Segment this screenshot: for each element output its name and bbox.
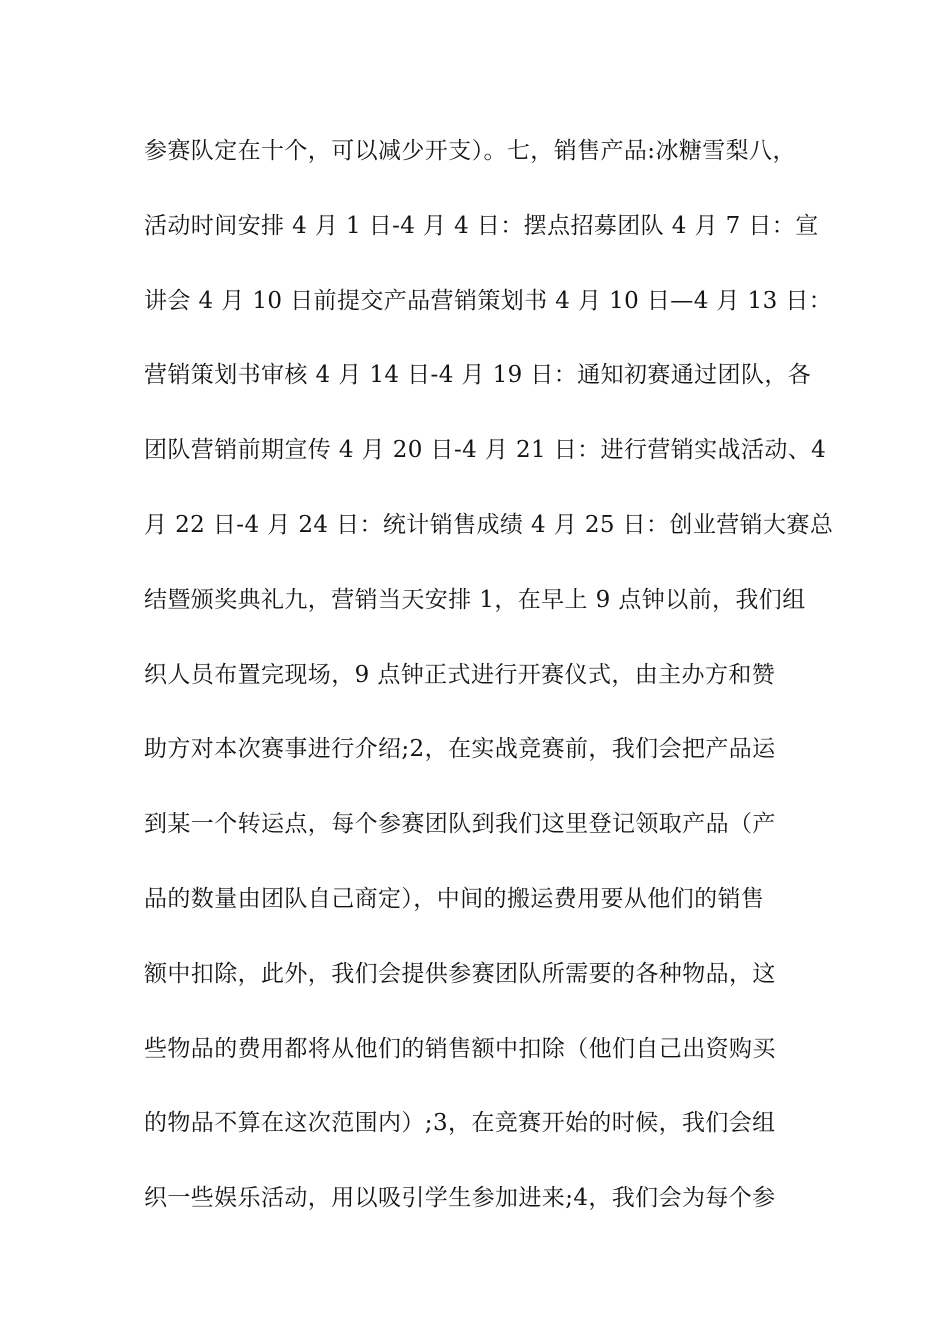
text-line-6: 月 22 日-4 月 24 日：统计销售成绩 4 月 25 日：创业营销大赛总 (144, 511, 834, 538)
document-body (144, 126, 834, 1248)
text-line-2: 活动时间安排 4 月 1 日-4 月 4 日：摆点招募团队 4 月 7 日：宣 (144, 212, 819, 239)
text-line-10: 到某一个转运点，每个参赛团队到我们这里登记领取产品（产 (144, 811, 776, 838)
text-line-7: 结暨颁奖典礼九，营销当天安排 1，在早上 9 点钟以前，我们组 (144, 586, 806, 613)
text-line-1: 参赛队定在十个，可以减少开支）。七，销售产品:冰糖雪梨八， (144, 138, 796, 164)
text-line-3: 讲会 4 月 10 日前提交产品营销策划书 4 月 10 日—4 月 13 日： (144, 287, 833, 314)
text-line-11: 品的数量由团队自己商定），中间的搬运费用要从他们的销售 (144, 885, 765, 912)
text-line-13: 些物品的费用都将从他们的销售额中扣除（他们自己出资购买 (144, 1035, 776, 1062)
text-line-12: 额中扣除，此外，我们会提供参赛团队所需要的各种物品，这 (144, 960, 776, 987)
text-line-9: 助方对本次赛事进行介绍;2，在实战竞赛前，我们会把产品运 (144, 736, 776, 763)
text-line-14: 的物品不算在这次范围内）;3，在竞赛开始的时候，我们会组 (144, 1110, 776, 1137)
text-line-8: 织人员布置完现场，9 点钟正式进行开赛仪式，由主办方和赞 (144, 661, 776, 688)
text-line-4: 营销策划书审核 4 月 14 日-4 月 19 日：通知初赛通过团队，各 (144, 362, 812, 389)
text-line-5: 团队营销前期宣传 4 月 20 日-4 月 21 日：进行营销实战活动、4 (144, 437, 827, 464)
text-line-15: 织一些娱乐活动，用以吸引学生参加进来;4，我们会为每个参 (144, 1185, 776, 1212)
